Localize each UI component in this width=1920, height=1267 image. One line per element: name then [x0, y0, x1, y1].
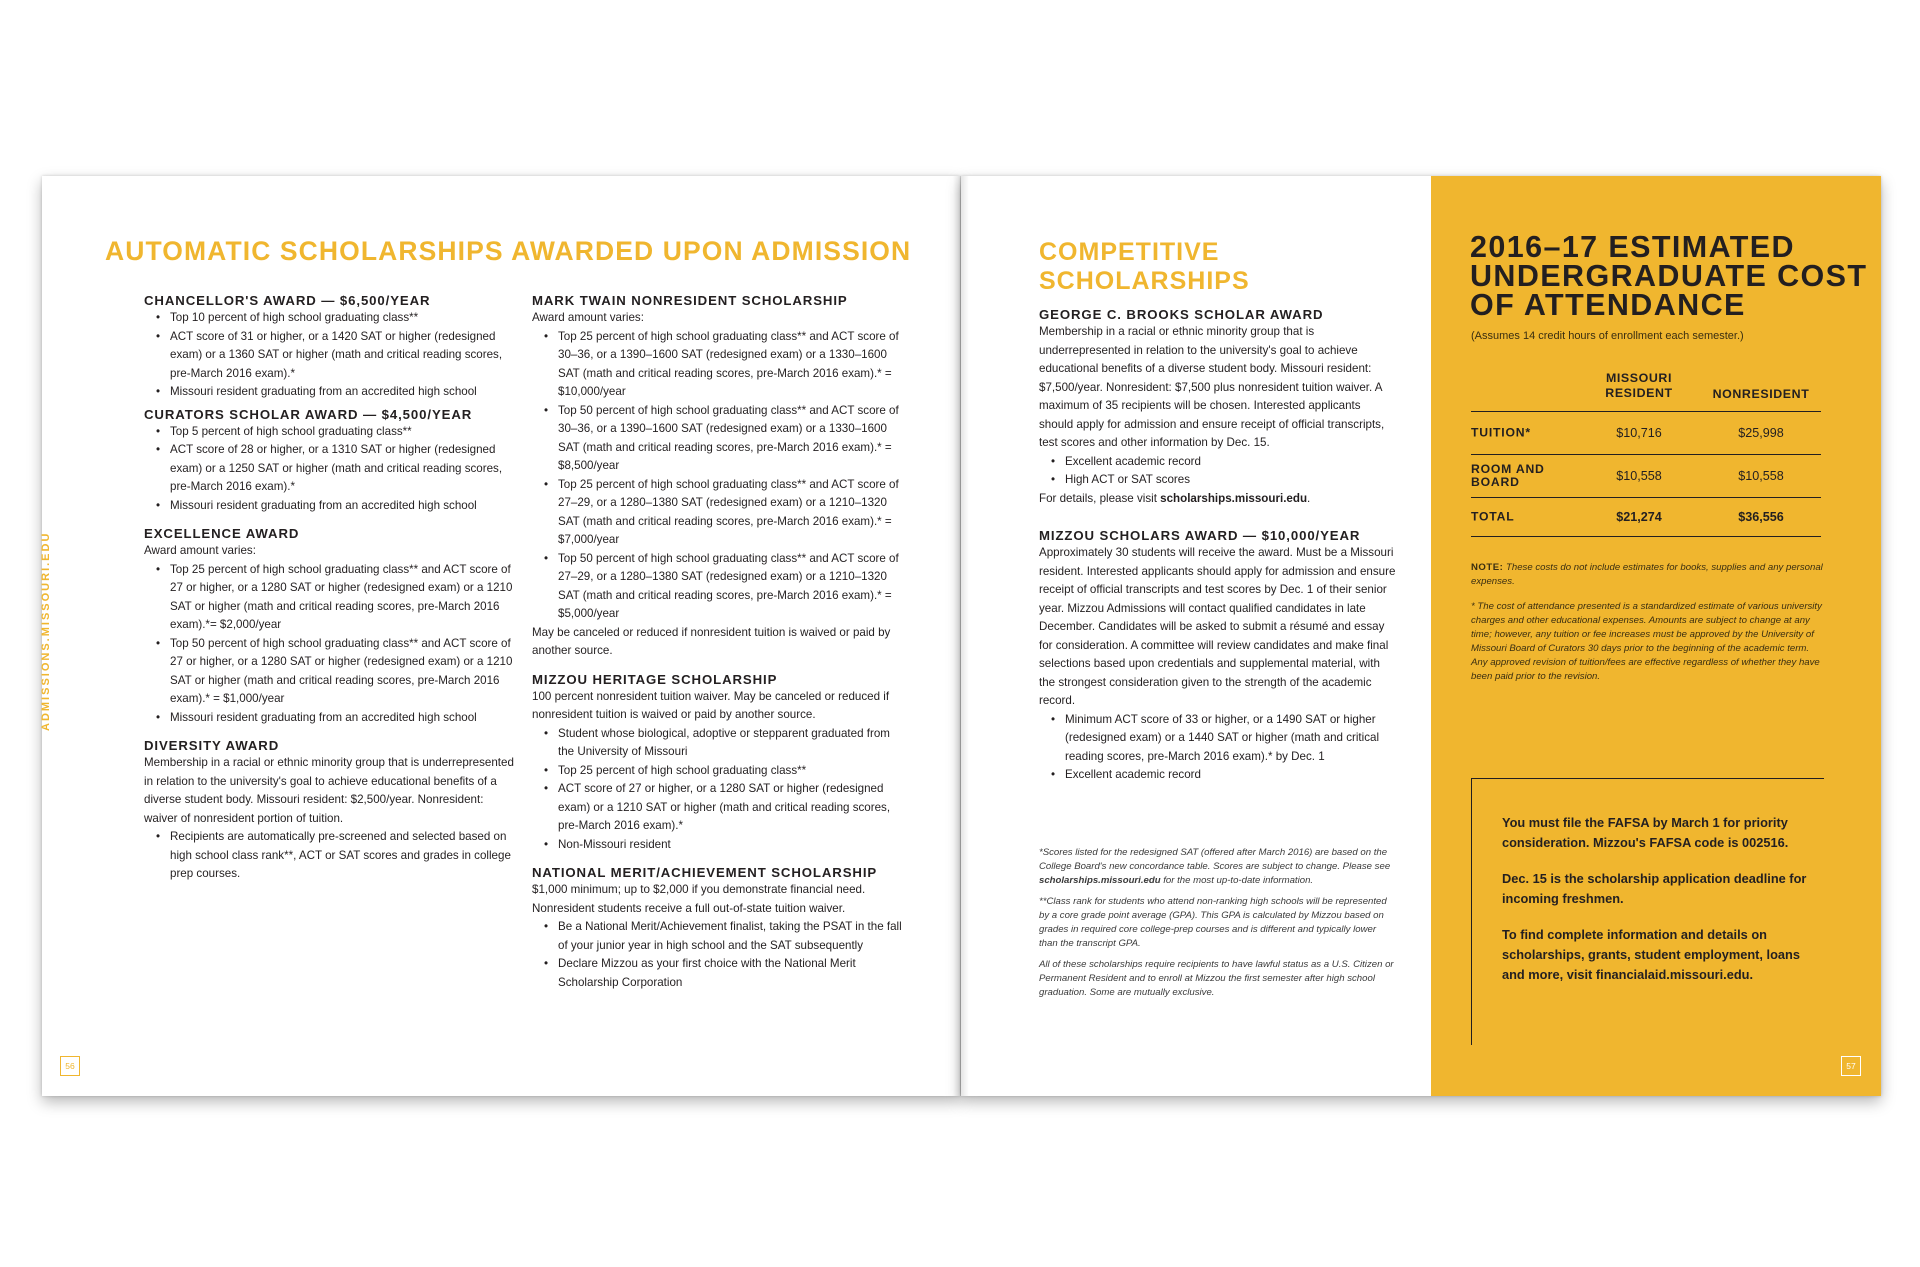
- mizzou-scholars-intro: Approximately 30 students will receive the award. Must be a Missouri resident. Interested applicants should apply for admission and ensure receipt of official transcripts and test scores by Dec. 1 of their senior year. Mizzou Admissions will contact qualified candidates in late December. Candidates will be asked to submit a résumé and essay for consideration. A committee will review candidates and make final selections based upon credentials and supplemental material, with the strongest consideration given to the strength of the academic record.: [1039, 546, 1396, 707]
- financial-aid-link[interactable]: financialaid.missouri.edu: [1595, 967, 1750, 982]
- list-item: • Recipients are automatically pre-screened and selected based on high school class rank**, ACT or SAT scores and grades in college prep courses.: [144, 828, 514, 884]
- mark-twain-intro: Award amount varies:: [532, 311, 644, 324]
- brooks-details: [1039, 490, 1397, 509]
- brooks-list: [1039, 453, 1397, 490]
- list-item: • Top 50 percent of high school graduating class** and ACT score of 30–36, or a 1390–1600 SAT (redesigned exam) or a 1330–1600 SAT (math and critical reading scores, pre-March 2016 exam).* = $8,500/year: [532, 402, 904, 476]
- fafsa-text: To find complete information and details on scholarships, grants, student employment, loans and more, visit: [1502, 927, 1800, 982]
- mizzou-scholars-heading: MIZZOU SCHOLARS AWARD — $10,000/YEAR: [1039, 528, 1361, 543]
- page-number: 56: [60, 1056, 80, 1076]
- table-row: [1471, 412, 1821, 455]
- competitive-title: COMPETITIVE SCHOLARSHIPS: [1039, 238, 1250, 295]
- row-resident: $10,558: [1616, 469, 1662, 483]
- mark-twain-outro: May be canceled or reduced if nonresident tuition is waived or paid by another source.: [532, 625, 891, 657]
- list-item: • High ACT or SAT scores: [1039, 471, 1397, 490]
- excellence-intro: Award amount varies:: [144, 544, 256, 557]
- fafsa-text: You must file the FAFSA by: [1502, 815, 1672, 830]
- merit-intro: $1,000 minimum; up to $2,000 if you demonstrate financial need. Nonresident students receive a full out-of-state tuition waiver.: [532, 883, 866, 915]
- list-item: • Missouri resident graduating from an accredited high school: [144, 709, 514, 728]
- list-item: • Top 10 percent of high school graduating class**: [144, 309, 514, 328]
- fafsa-text: .: [1749, 967, 1754, 982]
- list-item: • Top 50 percent of high school graduating class** and ACT score of 27–29, or a 1280–1380 SAT (redesigned exam) or a 1210–1320 SAT (math and critical reading scores, pre-March 2016 exam).* = $5,000/year: [532, 550, 904, 624]
- row-nonresident: $25,998: [1738, 426, 1784, 440]
- row-label: ROOM AND BOARD: [1471, 462, 1545, 489]
- row-resident: $10,716: [1616, 426, 1662, 440]
- list-item: • ACT score of 31 or higher, or a 1420 SAT or higher (redesigned exam) or a 1360 SAT or higher (math and critical reading scores, pre-March 2016 exam).*: [144, 328, 514, 384]
- list-item: • Top 25 percent of high school graduating class** and ACT score of 27–29, or a 1280–1380 SAT (redesigned exam) or a 1210–1320 SAT (math and critical reading scores, pre-March 2016 exam).* = $7,000/year: [532, 476, 904, 550]
- col-nonresident: NONRESIDENT: [1712, 387, 1810, 401]
- chancellors-heading: CHANCELLOR'S AWARD — $6,500/YEAR: [144, 293, 431, 308]
- merit-list: [532, 918, 904, 992]
- scholarships-link[interactable]: scholarships.missouri.edu: [1160, 491, 1308, 505]
- mizzou-scholars-list: [1039, 711, 1397, 785]
- diversity-intro: Membership in a racial or ethnic minority group that is underrepresented in relation to the university's goal to achieve educational benefits of a diverse student body. Missouri resident: $2,500/year. Nonresident: waiver of nonresident portion of tuition.: [144, 756, 514, 825]
- page-number: 57: [1841, 1056, 1861, 1076]
- fafsa-date: March 1: [1671, 815, 1720, 830]
- footnote-text: for the most up-to-date information.: [1160, 875, 1314, 886]
- list-item: • Missouri resident graduating from an accredited high school: [144, 383, 514, 402]
- curators-heading: CURATORS SCHOLAR AWARD — $4,500/YEAR: [144, 406, 473, 422]
- cost-disclaimer: * The cost of attendance presented is a standardized estimate of various university charges and other educational expenses. Amounts are subject to change at any time; however, any tuition or fee increases must be approved by the University of Missouri Board of Curators 30 days prior to the beginning of the academic term. Any approved revision of tuition/fees are effective regardless of whether they have been paid prior to the revision.: [1471, 601, 1822, 682]
- book-spine-shadow: [953, 176, 969, 1096]
- left-column: [144, 292, 514, 884]
- right-page: [961, 176, 1881, 1096]
- heritage-list: [532, 725, 904, 855]
- row-nonresident: $10,558: [1738, 469, 1784, 483]
- heritage-heading: MIZZOU HERITAGE SCHOLARSHIP: [532, 671, 778, 687]
- footnote-class-rank: **Class rank for students who attend non-ranking high schools will be represented by a core grade point average (GPA). This GPA is calculated by Mizzou based on grades in required core college-prep courses and is different and typically lower than the transcript GPA.: [1039, 896, 1387, 949]
- diversity-list: [144, 828, 514, 884]
- left-page: [42, 176, 960, 1096]
- fafsa-text: for priority consideration. Mizzou's FAFSA code is 002516.: [1502, 815, 1789, 850]
- cost-table: [1471, 371, 1821, 537]
- merit-heading: NATIONAL MERIT/ACHIEVEMENT SCHOLARSHIP: [532, 865, 878, 880]
- fafsa-deadline: [1502, 813, 1822, 853]
- chancellors-list: [144, 309, 514, 402]
- list-item: • Top 50 percent of high school graduating class** and ACT score of 27 or higher, or a 1280 SAT or higher (redesigned exam) or a 1210 SAT or higher (math and critical reading scores, pre-March 2016 exam).* = $1,000/year: [144, 635, 514, 709]
- mark-twain-heading: MARK TWAIN NONRESIDENT SCHOLARSHIP: [532, 293, 848, 308]
- cost-note: [1471, 561, 1825, 589]
- heritage-intro: 100 percent nonresident tuition waiver. May be canceled or reduced if nonresident tuition is waived or paid by another source.: [532, 689, 890, 721]
- details-text: For details, please visit: [1039, 491, 1161, 505]
- list-item: • Excellent academic record: [1039, 766, 1397, 785]
- list-item: • Top 25 percent of high school graduating class**: [532, 762, 904, 781]
- scholarship-deadline: Dec. 15 is the scholarship application deadline for incoming freshmen.: [1502, 871, 1807, 906]
- list-item: • Minimum ACT score of 33 or higher, or a 1490 SAT or higher (redesigned exam) or a 1440 SAT or higher (math and critical reading scores, pre-March 2016 exam).* by Dec. 1: [1039, 711, 1397, 767]
- fafsa-box: [1471, 778, 1824, 1045]
- list-item: • Be a National Merit/Achievement finalist, taking the PSAT in the fall of your junior year in high school and the SAT subsequently: [532, 918, 904, 955]
- brooks-heading: GEORGE C. BROOKS SCHOLAR AWARD: [1039, 307, 1324, 322]
- table-row: [1471, 498, 1821, 537]
- row-label: TOTAL: [1471, 509, 1515, 524]
- cost-subtitle: (Assumes 14 credit hours of enrollment each semester.): [1471, 330, 1744, 342]
- list-item: • Declare Mizzou as your first choice with the National Merit Scholarship Corporation: [532, 955, 904, 992]
- footnotes: [1039, 846, 1397, 1007]
- list-item: • ACT score of 28 or higher, or a 1310 SAT or higher (redesigned exam) or a 1250 SAT or higher (math and critical reading scores, pre-March 2016 exam).*: [144, 441, 514, 497]
- financial-aid-info: [1502, 925, 1822, 985]
- footnote-link[interactable]: scholarships.missouri.edu: [1039, 875, 1161, 886]
- diversity-heading: DIVERSITY AWARD: [144, 738, 280, 753]
- col-resident: MISSOURI RESIDENT: [1605, 371, 1673, 400]
- cost-title: 2016–17 ESTIMATED UNDERGRADUATE COST OF ATTENDANCE: [1470, 230, 1868, 322]
- note-text: These costs do not include estimates for books, supplies and any personal expenses.: [1471, 562, 1823, 587]
- page-title: AUTOMATIC SCHOLARSHIPS AWARDED UPON ADMISSION: [105, 236, 912, 266]
- list-item: • Missouri resident graduating from an accredited high school: [144, 497, 514, 516]
- footnote-sat: [1039, 846, 1397, 888]
- curators-list: [144, 423, 514, 516]
- table-row: [1471, 455, 1821, 498]
- side-url: ADMISSIONS.MISSOURI.EDU: [40, 531, 52, 731]
- row-label: TUITION*: [1471, 425, 1531, 440]
- list-item: • Top 25 percent of high school graduating class** and ACT score of 30–36, or a 1390–1600 SAT (redesigned exam) or a 1330–1600 SAT (math and critical reading scores, pre-March 2016 exam).* = $10,000/year: [532, 328, 904, 402]
- row-resident: $21,274: [1616, 510, 1662, 524]
- brooks-intro: Membership in a racial or ethnic minority group that is underrepresented in relation to the university's goal to achieve educational benefits of a diverse student body. Missouri resident: $7,500/year. Nonresident: $7,500 plus nonresident tuition waiver. A maximum of 35 recipients will be chosen. Interested applicants should apply for admission and ensure receipt of official transcripts, test scores and other information by Dec. 15.: [1039, 325, 1385, 449]
- note-label: NOTE:: [1471, 562, 1504, 573]
- list-item: • Top 25 percent of high school graduating class** and ACT score of 27 or higher, or a 1280 SAT or higher (redesigned exam) or a 1210 SAT or higher (math and critical reading scores, pre-March 2016 exam).*= $2,000/year: [144, 561, 514, 635]
- cost-notes: [1471, 561, 1825, 695]
- list-item: • Excellent academic record: [1039, 453, 1397, 472]
- row-nonresident: $36,556: [1738, 510, 1784, 524]
- competitive-column: [1039, 306, 1397, 785]
- footnote-text: *Scores listed for the redesigned SAT (offered after March 2016) are based on the College Board's new concordance table. Scores are subject to change. Please see: [1039, 847, 1391, 872]
- details-suffix: .: [1307, 491, 1311, 505]
- excellence-list: [144, 561, 514, 728]
- cost-panel: [1431, 176, 1881, 1096]
- list-item: • Top 5 percent of high school graduating class**: [144, 423, 514, 442]
- cost-table-header: [1471, 371, 1821, 412]
- mark-twain-list: [532, 328, 904, 624]
- list-item: • ACT score of 27 or higher, or a 1280 SAT or higher (redesigned exam) or a 1210 SAT or higher (math and critical reading scores, pre-March 2016 exam).*: [532, 780, 904, 836]
- footnote-lawful-status: All of these scholarships require recipients to have lawful status as a U.S. Citizen or Permanent Resident and to enroll at Mizzou the first semester after high school graduation. Some are mutually exclusive.: [1039, 959, 1394, 998]
- right-column: [532, 292, 904, 992]
- excellence-heading: EXCELLENCE AWARD: [144, 526, 300, 541]
- list-item: • Student whose biological, adoptive or stepparent graduated from the University of Missouri: [532, 725, 904, 762]
- list-item: • Non-Missouri resident: [532, 836, 904, 855]
